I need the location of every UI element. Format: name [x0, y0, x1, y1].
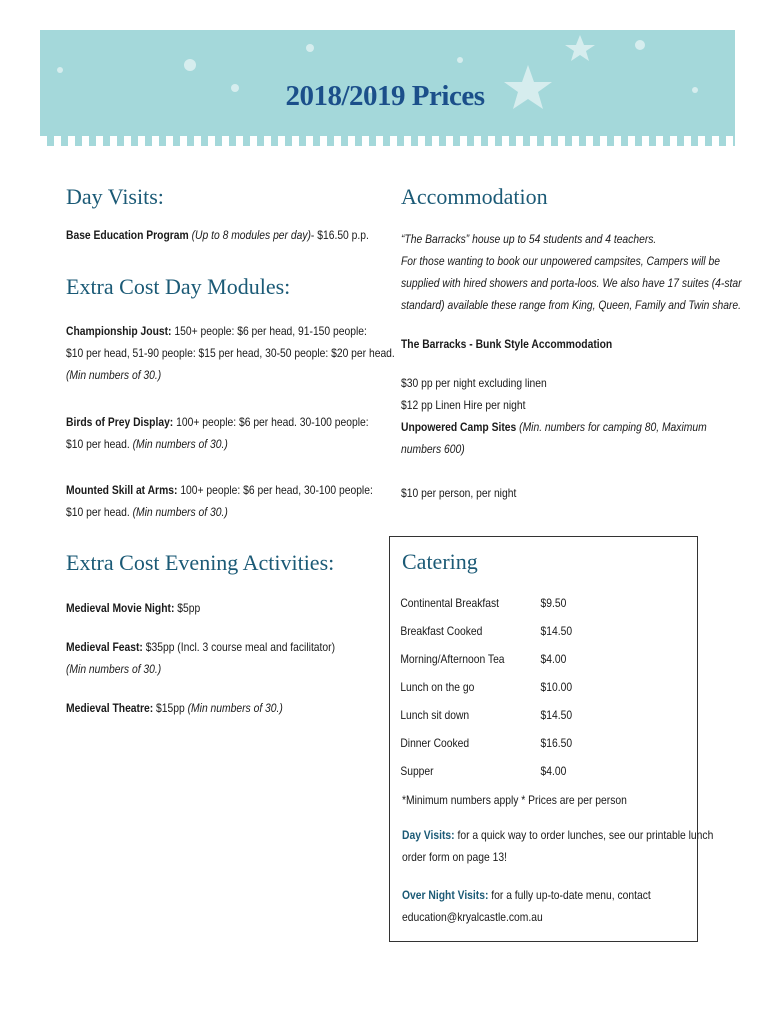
catering-item-name: Breakfast Cooked: [400, 624, 483, 638]
day-visits-lunch-note: Day Visits: for a quick way to order lunches, see our printable lunch order form on page 13!: [402, 828, 714, 864]
catering-item: [390, 648, 648, 670]
catering-note: *Minimum numbers apply * Prices are per person: [402, 793, 627, 807]
joust-text: Championship Joust: 150+ people: $6 per head, 91-150 people: $10 per head, 51-90 people: $15 per head, 30-50 people: $20 per head. (Min numbers of 30.): [66, 324, 395, 382]
catering-item-name: Supper: [400, 764, 434, 778]
catering-item: [390, 704, 648, 726]
catering-item-name: Continental Breakfast: [400, 596, 499, 610]
catering-item-name: Morning/Afternoon Tea: [400, 652, 505, 666]
catering-item-name: Lunch sit down: [400, 708, 470, 722]
theatre-text: Medieval Theatre: $15pp (Min numbers of 30.): [66, 701, 283, 715]
catering-item-price: $14.50: [540, 708, 573, 722]
catering-item: [390, 760, 648, 782]
catering-item-price: $16.50: [540, 736, 573, 750]
catering-item-name: Lunch on the go: [400, 680, 475, 694]
page-title: 2018/2019 Prices: [285, 80, 485, 112]
evening-activities-heading: Extra Cost Evening Activities:: [66, 550, 335, 575]
barracks-heading: The Barracks - Bunk Style Accommodation: [401, 337, 613, 351]
mounted-skill-text: Mounted Skill at Arms: 100+ people: $6 per head, 30-100 people: $10 per head. (Min numbers of 30.): [66, 483, 373, 519]
camp-price: $10 per person, per night: [401, 486, 517, 500]
base-education-text: Base Education Program (Up to 8 modules per day)- $16.50 p.p.: [66, 228, 369, 242]
catering-heading: Catering: [402, 549, 478, 574]
overnight-visits-note: Over Night Visits: for a fully up-to-date menu, contact education@kryalcastle.com.au: [402, 884, 651, 928]
accommodation-description: “The Barracks” house up to 54 students and 4 teachers. For those wanting to book our unpowered campsites, Campers will be supplied with hired showers and porta-loos. We also have 17 suites (4-star standard) available these range from King, Queen, Family and Twin share.: [401, 232, 742, 312]
accommodation-heading: Accommodation: [401, 184, 548, 209]
catering-box: [389, 536, 714, 942]
birds-of-prey-text: Birds of Prey Display: 100+ people: $6 per head. 30-100 people: $10 per head. (Min numbers of 30.): [66, 415, 369, 451]
catering-item-price: $9.50: [540, 596, 567, 610]
catering-item-price: $4.00: [540, 652, 567, 666]
catering-item-price: $14.50: [540, 624, 573, 638]
catering-item-name: Dinner Cooked: [400, 736, 470, 750]
catering-item-price: $4.00: [540, 764, 567, 778]
feast-text: Medieval Feast: $35pp (Incl. 3 course meal and facilitator) (Min numbers of 30.): [66, 640, 336, 676]
catering-item: [390, 676, 648, 698]
movie-night-text: Medieval Movie Night: $5pp: [66, 601, 201, 615]
barracks-prices: $30 pp per night excluding linen $12 pp Linen Hire per night Unpowered Camp Sites (Min. numbers for camping 80, Maximum numbers 600): [401, 376, 707, 456]
banner-dotted-edge: [40, 136, 735, 146]
catering-item: [390, 592, 648, 614]
catering-item: [390, 732, 648, 754]
extra-modules-heading: Extra Cost Day Modules:: [66, 274, 291, 299]
contact-email: education@kryalcastle.com.au: [402, 910, 543, 924]
catering-item: [390, 620, 648, 642]
day-visits-heading: Day Visits:: [66, 184, 164, 209]
catering-item-price: $10.00: [540, 680, 573, 694]
